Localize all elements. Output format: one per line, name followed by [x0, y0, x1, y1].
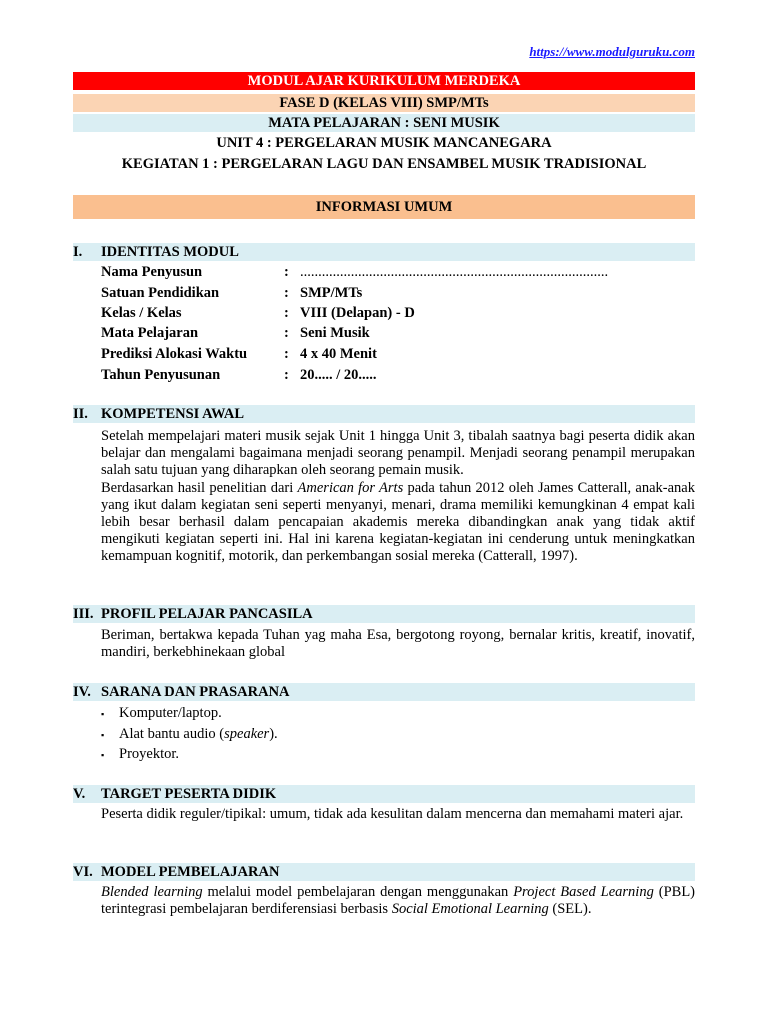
identitas-value: 20..... / 20..... — [300, 367, 377, 383]
identitas-colon: : — [284, 325, 289, 341]
section-title: KOMPETENSI AWAL — [101, 406, 245, 422]
website-link[interactable]: https://www.modulguruku.com — [529, 44, 695, 59]
section-title: IDENTITAS MODUL — [101, 244, 239, 260]
identitas-label: Mata Pelajaran — [101, 325, 199, 341]
text-run: (PBL) terintegrasi pembelajaran berdiferensiasi berbasis — [101, 884, 696, 917]
informasi-umum-heading: INFORMASI UMUM — [73, 195, 695, 219]
text-run-italic: Project Based Learning — [513, 884, 654, 900]
section-number: II. — [73, 406, 88, 422]
identitas-colon: : — [284, 346, 289, 362]
title-modul-ajar: MODUL AJAR KURIKULUM MERDEKA — [73, 72, 695, 90]
text-run-italic: American for Arts — [297, 480, 404, 496]
identitas-value: SMP/MTs — [300, 285, 363, 301]
target-paragraph: Peserta didik reguler/tipikal: umum, tidak ada kesulitan dalam mencerna dan memahami materi ajar. — [101, 806, 684, 822]
identitas-colon: : — [284, 285, 289, 301]
identitas-label: Satuan Pendidikan — [101, 285, 220, 301]
title-unit: UNIT 4 : PERGELARAN MUSIK MANCANEGARA — [216, 135, 552, 151]
text-run-italic: Blended learning — [101, 884, 203, 900]
section-title: MODEL PEMBELAJARAN — [101, 864, 280, 880]
list-item-text: Alat bantu audio ( — [119, 726, 225, 742]
model-paragraph — [101, 884, 695, 918]
identitas-label: Kelas / Kelas — [101, 305, 182, 321]
section-identitas-modul — [73, 243, 695, 261]
identitas-label: Nama Penyusun — [101, 264, 203, 280]
bullet-icon: ▪ — [101, 749, 105, 760]
list-item-text: Proyektor. — [119, 746, 180, 762]
list-item-text-italic: speaker — [224, 726, 270, 742]
section-sarana-prasarana — [73, 683, 695, 701]
identitas-label: Prediksi Alokasi Waktu — [101, 346, 248, 362]
section-title: SARANA DAN PRASARANA — [101, 684, 290, 700]
identitas-colon: : — [284, 367, 289, 383]
section-number: VI. — [73, 864, 93, 880]
profil-paragraph: Beriman, bertakwa kepada Tuhan yag maha Esa, bergotong royong, bernalar kritis, kreatif, inovatif, mandiri, berkebhinekaan global — [101, 627, 695, 660]
bullet-icon: ▪ — [101, 729, 105, 740]
bullet-icon: ▪ — [101, 708, 105, 719]
sarana-item-proyektor — [101, 744, 179, 765]
kompetensi-paragraph-2 — [101, 480, 695, 565]
section-title: TARGET PESERTA DIDIK — [101, 786, 277, 802]
text-run: (SEL). — [548, 901, 592, 917]
identitas-row-tahun-penyusunan — [101, 365, 695, 385]
section-kompetensi-awal — [73, 405, 695, 423]
identitas-colon: : — [284, 264, 289, 280]
identitas-row-kelas — [101, 303, 695, 323]
identitas-row-alokasi-waktu — [101, 344, 695, 364]
identitas-label: Tahun Penyusunan — [101, 367, 221, 383]
identitas-value: 4 x 40 Menit — [300, 346, 377, 362]
section-number: V. — [73, 786, 86, 802]
text-run: melalui model pembelajaran dengan menggunakan — [202, 884, 514, 900]
section-number: I. — [73, 244, 83, 260]
title-fase: FASE D (KELAS VIII) SMP/MTs — [73, 94, 695, 112]
section-target-peserta-didik — [73, 785, 695, 803]
title-kegiatan: KEGIATAN 1 : PERGELARAN LAGU DAN ENSAMBEL MUSIK TRADISIONAL — [121, 156, 647, 172]
identitas-value: Seni Musik — [300, 325, 370, 341]
sarana-item-komputer — [101, 703, 222, 724]
identitas-colon: : — [284, 305, 289, 321]
text-run: Berdasarkan hasil penelitian dari — [101, 480, 298, 496]
title-mata-pelajaran: MATA PELAJARAN : SENI MUSIK — [73, 114, 695, 132]
text-run-italic: Social Emotional Learning — [391, 901, 549, 917]
section-model-pembelajaran — [73, 863, 695, 881]
section-number: III. — [73, 606, 94, 622]
identitas-row-satuan-pendidikan — [101, 283, 695, 303]
sarana-item-audio — [101, 724, 278, 745]
identitas-value: ..................................................................................... — [300, 264, 609, 280]
list-item-text: Komputer/laptop. — [119, 705, 222, 721]
section-title: PROFIL PELAJAR PANCASILA — [101, 606, 313, 622]
identitas-row-mata-pelajaran — [101, 323, 695, 343]
identitas-row-nama-penyusun — [101, 262, 695, 282]
section-profil-pelajar-pancasila — [73, 605, 695, 623]
identitas-value: VIII (Delapan) - D — [300, 305, 415, 321]
text-run: pada tahun 2012 oleh James Catterall, anak-anak yang ikut dalam kegiatan seni seperti menyanyi, menari, drama memiliki kemungkinan 4 empat kali lebih besar berhasil dalam pencapaian akademis mereka dibandingkan anak yang tidak aktif mengikuti kegiatan seperti ini. Hal ini karena kegiatan-kegiatan ini cenderung untuk meningkatkan kemampuan kognitif, motorik, dan perkembangan sosial mereka (Catterall, 1997). — [101, 480, 695, 564]
kompetensi-paragraph-1: Setelah mempelajari materi musik sejak Unit 1 hingga Unit 3, tibalah saatnya bagi peserta didik akan belajar dan mengalami bagaimana menjadi seorang penampil. Menjadi seorang penampil merupakan salah satu tujuan yang diharapkan oleh seorang pemain musik. — [101, 428, 695, 478]
section-number: IV. — [73, 684, 91, 700]
list-item-text: ). — [269, 726, 278, 742]
